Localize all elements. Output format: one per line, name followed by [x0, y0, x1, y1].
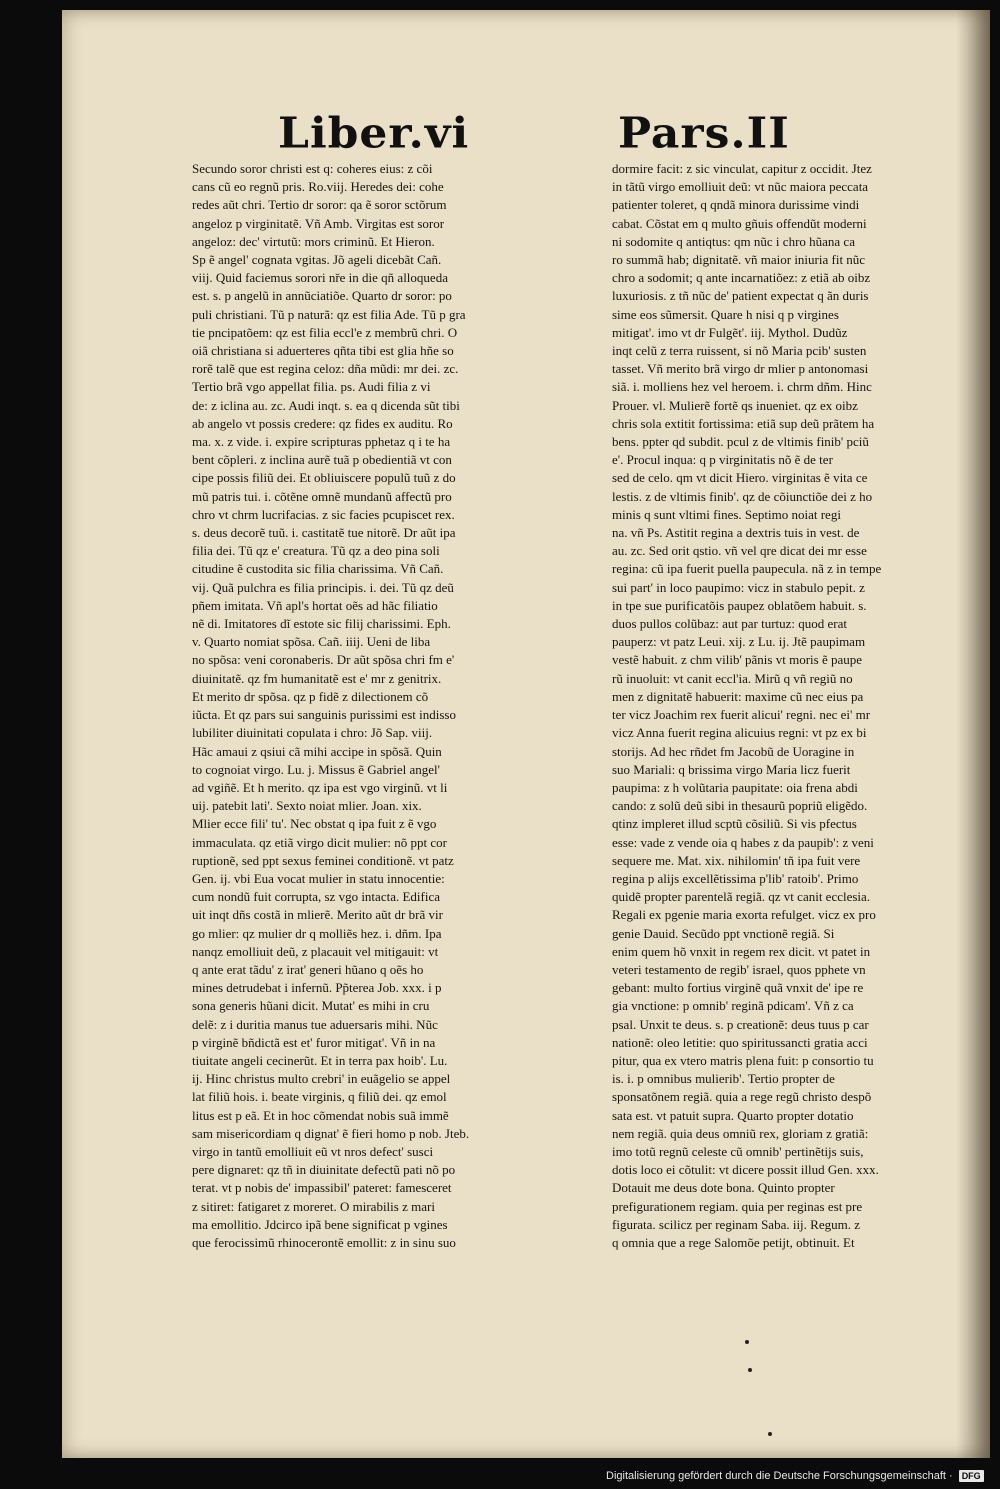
text-line: bent cõpleri. z inclina aurẽ tuã p obedientiã vt con	[192, 452, 452, 468]
text-line: tiuitate angeli cecinerũt. Et in terra pax hoib'. Lu.	[192, 1052, 448, 1068]
text-line: veteri testamento de regib' israel, quos pphete vn	[612, 961, 866, 977]
text-line: Hãc amaui z qsiui cã mihi accipe in spõsã. Quin	[192, 743, 442, 759]
text-line: ma emollitio. Jdcirco ipã bene significat p vgines	[192, 1216, 448, 1232]
text-line: gia vnctione: p omnib' reginã pdicam'. Vñ z ca	[612, 998, 854, 1014]
text-line: enim quem hõ vnxit in regem rex dicit. vt patet in	[612, 943, 871, 959]
text-line: esse: vade z vende oia q habes z da paupib': z veni	[612, 834, 874, 850]
text-line: qtinz impleret illud scptũ cõsiliũ. Si vis pfectus	[612, 816, 857, 832]
text-line: pauperz: vt patz Leui. xij. z Lu. ij. Jtẽ paupimam	[612, 634, 866, 650]
text-line: virgo in tantũ emolliuit eũ vt nros defect' susci	[192, 1143, 434, 1159]
running-head-right: Pars.II	[618, 109, 790, 158]
text-line: rorẽ talẽ que est regina celoz: dña mũdi: mr dei. zc.	[192, 361, 459, 377]
text-line: regina p alijs excellẽtissima p'lib' ratoib'. Primo	[612, 870, 859, 886]
text-line: q omnia que a rege Salomõe petijt, obtinuit. Et	[612, 1234, 855, 1250]
text-line: ma. x. z vide. i. expire scripturas pphetaz q i te ha	[192, 434, 451, 450]
text-line: nationẽ: oleo letitie: quo spiritussancti gratia acci	[612, 1034, 868, 1050]
text-line: de: z iclina au. zc. Audi inqt. s. ea q dicenda sũt tibi	[192, 397, 460, 413]
text-line: sam misericordiam q dignat' ẽ fieri homo p nob. Jteb.	[192, 1125, 470, 1141]
text-line: v. Quarto nomiat spõsa. Cañ. iiij. Ueni de liba	[192, 634, 431, 650]
text-line: regina: cũ ipa fuerit puella paupecula. nã z in tempe	[612, 561, 882, 577]
text-line: ni sodomite q antiqtus: qm nũc i chro hũana ca	[612, 233, 855, 249]
text-line: filia dei. Tũ qz e' creatura. Tũ qz a deo pina soli	[192, 543, 440, 559]
text-line: imo totũ regnũ celeste cũ omnib' pertinẽtijs suis,	[612, 1143, 864, 1159]
funding-notice: Digitalisierung gefördert durch die Deutsche Forschungsgemeinschaft ·	[606, 1470, 953, 1482]
text-line: angeloz p virginitatẽ. Vñ Amb. Virgitas est soror	[192, 215, 445, 231]
text-line: rũ inuoluit: vt canit eccl'ia. Mirũ q vñ regiũ no	[612, 670, 853, 686]
text-line: uit inqt dñs costã in mlierẽ. Merito aũt dr brã vir	[192, 907, 443, 923]
text-line: cabat. Cõstat em q multo gñuis offendũt moderni	[612, 215, 867, 231]
text-line: suo Mariali: q brissima virgo Maria licz fuerit	[612, 761, 851, 777]
text-line: mũ patris tui. i. cõtẽne omnẽ mundanũ affectũ pro	[192, 488, 452, 504]
text-line: figurata. scilicz per reginam Saba. iij. Regum. z	[612, 1216, 860, 1232]
text-line: p virginẽ bñdictã est et' furor mitigat'. Vñ in na	[192, 1034, 436, 1050]
text-line: nem regiã. quia deus omniũ rex, gloriam z gratiã:	[612, 1125, 869, 1141]
text-line: sata est. vt patuit supra. Quarto propter dotatio	[612, 1107, 854, 1123]
text-line: viij. Quid faciemus sorori nře in die qñ alloqueda	[192, 270, 448, 286]
text-line: chris sola extitit fortissima: etiã sup deũ prãtem ha	[612, 415, 875, 431]
text-line: chro vt chrm lucrifacias. z sic facies pcupiscet rex.	[192, 506, 455, 522]
text-line: patienter toleret, q qndã minora durissime vindi	[612, 197, 860, 213]
text-line: Secundo soror christi est q: coheres eius: z cõi	[192, 161, 433, 176]
text-line: que ferocissimũ rhinocerontẽ emollit: z in sinu suo	[192, 1234, 456, 1250]
text-line: cipe possis filiũ dei. Et obliuiscere populũ tuũ z do	[192, 470, 456, 486]
text-line: mitigat'. imo vt dr Fulgẽt'. iij. Mythol. Dudũz	[612, 324, 848, 340]
text-line: luxuriosis. z tñ nũc de' patient expectat q ãn duris	[612, 288, 869, 304]
text-line: vicz Anna fuerit regina alicuius regni: vt pz ex bi	[612, 725, 867, 741]
text-line: ruptionẽ, sed ppt sexus feminei conditionẽ. vt patz	[192, 852, 454, 868]
text-line: lestis. z de vltimis finib'. qz de cõiunctiõe dei z ho	[612, 488, 873, 504]
text-line: vij. Quã pulchra es filia principis. i. dei. Tũ qz deũ	[192, 579, 454, 595]
text-line: bens. ppter qd subdit. pcul z de vltimis finib' pciũ	[612, 434, 869, 450]
text-line: angeloz: dec' virtutũ: mors criminũ. Et Hieron.	[192, 233, 435, 249]
text-line: vestẽ habuit. z chm vilib' pãnis vt moris ẽ paupe	[612, 652, 863, 668]
text-line: siã. i. molliens hez vel heroem. i. chrm dñm. Hinc	[612, 379, 872, 395]
text-line: Regali ex pgenie maria exorta refulget. vicz ex pro	[612, 907, 876, 923]
dfg-logo: DFG	[959, 1470, 984, 1482]
text-line: gebant: multo fortius virginẽ quã vnxit de' ipe re	[612, 980, 864, 996]
text-line: lubiliter diuinitati copulata i chro: Jõ Sap. viij.	[192, 725, 433, 741]
text-line: paupima: z h volũtaria paupitate: oia frena abdi	[612, 779, 858, 795]
text-line: pñem imitata. Vñ apl's hortat oẽs ad hãc filiatio	[192, 597, 438, 613]
text-line: pitur, qua ex vtero matris plena fuit: p consortio tu	[612, 1052, 874, 1068]
text-line: iũcta. Et qz pars sui sanguinis purissimi est indisso	[192, 707, 456, 723]
text-line: ij. Hinc christus multo crebri' in euãgelio se appel	[192, 1071, 451, 1087]
ink-speck	[745, 1340, 749, 1344]
text-line: storijs. Ad hec rñdet fm Jacobũ de Uoragine in	[612, 743, 855, 759]
text-line: litus est p eã. Et in hoc cõmendat nobis suã immẽ	[192, 1107, 449, 1123]
text-line: cando: z solũ deũ sibi in thesaurũ popriũ eligẽdo.	[612, 798, 868, 814]
text-line: Sp ẽ angel' cognata vgitas. Jõ ageli dicebãt Cañ.	[192, 252, 442, 268]
text-line: men z dignitatẽ habuerit: maxime cũ nec eius pa	[612, 688, 864, 704]
text-line: z sitiret: fatigaret z moreret. O mirabilis z mari	[192, 1198, 435, 1214]
text-line: terat. vt p nobis de' impassibil' pateret: famesceret	[192, 1180, 452, 1196]
text-column-left	[192, 160, 596, 1252]
text-line: ab angelo vt possis credere: qz fides ex auditu. Ro	[192, 415, 453, 431]
text-line: is. i. p omnibus mulierib'. Tertio propter de	[612, 1071, 835, 1087]
text-line: uij. patebit lati'. Sexto noiat mlier. Joan. xix.	[192, 798, 422, 814]
text-line: mines detrudebat i infernũ. Pp̃terea Job. xxx. i p	[192, 980, 442, 996]
text-line: diuinitatẽ. qz fm humanitatẽ est e' mr z genitrix.	[192, 670, 442, 686]
text-line: sui part' in loco paupimo: vicz in stabulo pepit. z	[612, 579, 865, 595]
text-line: au. zc. Sed orit qstio. vñ vel qre dicat dei mr esse	[612, 543, 867, 559]
text-line: cans cũ eo regnũ pris. Ro.viij. Heredes dei: cohe	[192, 179, 444, 195]
running-head-left: Liber.vi	[278, 109, 470, 158]
text-line: sime eos sũmersit. Quare h nisi q p virgines	[612, 306, 839, 322]
text-line: prefigurationem regiam. quia per reginas est pre	[612, 1198, 863, 1214]
text-line: q ante erat tãdu' z irat' generi hũano q oẽs ho	[192, 961, 424, 977]
text-line: in tpe sue purificatõis paupez oblatõem habuit. s.	[612, 597, 867, 613]
text-line: inqt celũ z terra ruissent, si nõ Maria pcib' susten	[612, 343, 867, 359]
text-line: duos pullos colũbaz: aut par turtuz: quod erat	[612, 616, 848, 632]
text-line: nẽ di. Imitatores dĩ estote sic filij charissimi. Eph.	[192, 616, 451, 632]
text-line: to cognoiat virgo. Lu. j. Missus ẽ Gabriel angel'	[192, 761, 440, 777]
text-line: est. s. p angelũ in annũciatiõe. Quarto dr soror: po	[192, 288, 452, 304]
text-line: Tertio brã vgo appellat filia. ps. Audi filia z vi	[192, 379, 431, 395]
text-line: sponsatõnem regiã. quia a rege regũ christo despõ	[612, 1089, 872, 1105]
digitization-footer	[606, 1466, 996, 1486]
text-line: tie pncipatõem: qz est filia eccl'e z membrũ chri. O	[192, 324, 458, 340]
text-line: redes aũt chri. Tertio dr soror: qa ẽ soror sctõrum	[192, 197, 447, 213]
text-line: cum nondũ fuit corrupta, sz vgo intacta. Edifica	[192, 889, 441, 905]
text-line: Gen. ij. vbi Eua vocat mulier in statu innocentie:	[192, 870, 445, 886]
text-line: tasset. Vñ merito brã virgo dr mlier p antonomasi	[612, 361, 869, 377]
ink-speck	[768, 1432, 772, 1436]
text-line: Prouer. vl. Mulierẽ fortẽ qs inueniet. qz ex oibz	[612, 397, 858, 413]
text-line: in tãtũ virgo emolliuit deũ: vt nũc maiora peccata	[612, 179, 869, 195]
text-line: Dotauit me deus dote bona. Quinto propter	[612, 1180, 835, 1196]
text-line: immaculata. qz etiã virgo dicit mulier: nõ ppt cor	[192, 834, 447, 850]
text-line: Et merito dr spõsa. qz p fidẽ z dilectionem cõ	[192, 688, 429, 704]
text-column-right	[612, 160, 974, 1252]
text-line: Mlier ecce fili' tu'. Nec obstat q ipa fuit z ẽ vgo	[192, 816, 437, 832]
text-line: psal. Unxit te deus. s. p creationẽ: deus tuus p car	[612, 1016, 869, 1032]
text-line: citudine ẽ custodita sic filia charissima. Vñ Cañ.	[192, 561, 444, 577]
ink-speck	[748, 1368, 752, 1372]
text-line: sona generis hũani dicit. Mutat' es mihi in cru	[192, 998, 430, 1014]
text-line: sed de celo. qm vt dicit Hiero. virginitas ẽ vita ce	[612, 470, 868, 486]
text-line: s. deus decorẽ tuũ. i. castitatẽ tue nitorẽ. Dr aũt ipa	[192, 525, 456, 541]
text-line: oiã christiana si aduerteres qñta tibi est glia hñe so	[192, 343, 454, 359]
text-line: nanqz emolliuit deũ, z placauit vel mitigauit: vt	[192, 943, 439, 959]
text-line: dotis loco ei cõtulit: vt dicere possit illud Gen. xxx.	[612, 1162, 879, 1178]
text-line: dormire facit: z sic vinculat, capitur z occidit. Jtez	[612, 161, 872, 176]
text-line: genie Dauid. Secũdo ppt vnctionẽ regiã. Si	[612, 925, 835, 941]
text-line: chro a sodomit; q ante incarnatiõez: z etiã ab oibz	[612, 270, 871, 286]
text-line: pere dignaret: qz tñ in diuinitate defectũ pati nõ po	[192, 1162, 456, 1178]
text-line: ro summã hab; dignitatẽ. vñ maior iniuria fit nũc	[612, 252, 866, 268]
text-line: sequere me. Mat. xix. nihilomin' tñ ipa fuit vere	[612, 852, 861, 868]
text-line: puli christiani. Tũ p naturã: qz est filia Ade. Tũ p gra	[192, 306, 466, 322]
text-line: quidẽ propter parentelã regiã. qz vt canit ecclesia.	[612, 889, 871, 905]
text-line: delẽ: z i duritia manus tue aduersaris mihi. Nũc	[192, 1016, 438, 1032]
text-line: ter vicz Joachim rex fuerit alicui' regni. nec ei' mr	[612, 707, 871, 723]
text-line: lat filiũ hois. i. beate virginis, q filiũ dei. qz emol	[192, 1089, 447, 1105]
text-line: no spõsa: veni coronaberis. Dr aũt spõsa chri fm e'	[192, 652, 455, 668]
text-line: go mlier: qz mulier dr q molliẽs hez. i. dñm. Ipa	[192, 925, 442, 941]
text-line: minis q sunt vltimi fines. Septimo noiat regi	[612, 506, 841, 522]
text-line: e'. Procul inqua: q p virginitatis nõ ẽ de ter	[612, 452, 833, 468]
text-line: ad vgiñẽ. Et h merito. qz ipa est vgo virginũ. vt li	[192, 779, 448, 795]
text-line: na. vñ Ps. Astitit regina a dextris tuis in vest. de	[612, 525, 860, 541]
